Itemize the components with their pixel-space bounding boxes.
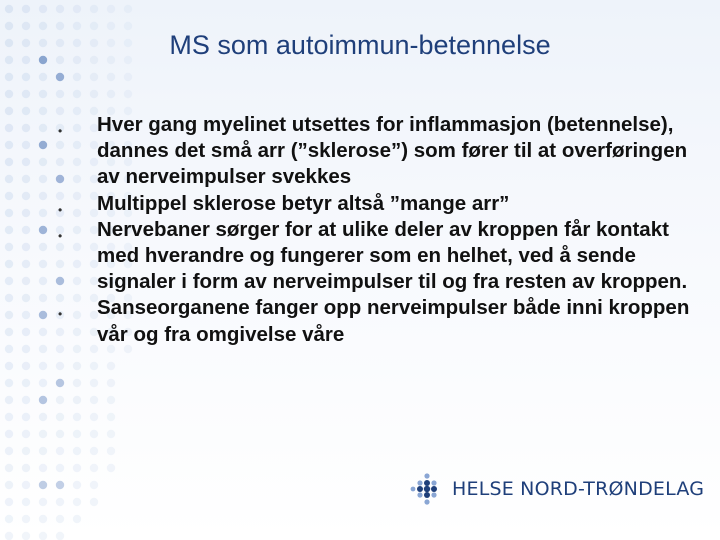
decorative-dot (90, 430, 98, 438)
decorative-dot (73, 481, 81, 489)
logo-text: HELSE NORD-TRØNDELAG (452, 478, 705, 500)
decorative-dot (5, 396, 13, 404)
bullet-marker: • (58, 228, 63, 243)
decorative-dot (73, 5, 81, 13)
decorative-dot (22, 345, 30, 353)
decorative-dot (90, 362, 98, 370)
decorative-dot (39, 90, 47, 98)
decorative-dot (56, 515, 64, 523)
decorative-dot (107, 73, 115, 81)
decorative-dot (39, 498, 47, 506)
decorative-dot (90, 396, 98, 404)
decorative-dot (73, 379, 81, 387)
decorative-dot (5, 447, 13, 455)
decorative-dot (5, 124, 13, 132)
decorative-dot (22, 107, 30, 115)
decorative-dot (22, 243, 30, 251)
decorative-dot (22, 413, 30, 421)
decorative-dot (5, 362, 13, 370)
decorative-dot (39, 362, 47, 370)
decorative-dot (5, 226, 13, 234)
decorative-dot (39, 515, 47, 523)
decorative-dot (22, 158, 30, 166)
decorative-dot (5, 430, 13, 438)
decorative-dot (5, 328, 13, 336)
decorative-dot (39, 481, 47, 489)
decorative-dot (107, 5, 115, 13)
decorative-dot (5, 345, 13, 353)
decorative-dot (73, 73, 81, 81)
decorative-dot (39, 430, 47, 438)
decorative-dot (124, 5, 132, 13)
decorative-dot (5, 379, 13, 387)
decorative-dot (22, 175, 30, 183)
decorative-dot (39, 209, 47, 217)
decorative-dot (5, 22, 13, 30)
decorative-dot (5, 73, 13, 81)
decorative-dot (22, 464, 30, 472)
decorative-dot (39, 107, 47, 115)
decorative-dot (39, 73, 47, 81)
decorative-dot (39, 345, 47, 353)
decorative-dot (56, 22, 64, 30)
decorative-dot (56, 5, 64, 13)
decorative-dot (107, 396, 115, 404)
decorative-dot (5, 90, 13, 98)
decorative-dot (22, 311, 30, 319)
decorative-dot (22, 124, 30, 132)
decorative-dot (5, 294, 13, 302)
decorative-dot (73, 413, 81, 421)
decorative-dot (73, 430, 81, 438)
decorative-dot (22, 294, 30, 302)
decorative-dot (56, 447, 64, 455)
decorative-dot (22, 141, 30, 149)
decorative-dot (5, 107, 13, 115)
decorative-dot (5, 413, 13, 421)
decorative-dot (39, 464, 47, 472)
decorative-dot (5, 175, 13, 183)
decorative-dot (22, 90, 30, 98)
decorative-dot (5, 5, 13, 13)
decorative-dot (107, 447, 115, 455)
decorative-dot (39, 226, 47, 234)
decorative-dot (56, 379, 64, 387)
bullet-text: Sanseorganene fanger opp nerveimpulser både inni kroppen vår og fra omgivelse våre (97, 296, 690, 346)
decorative-dot (22, 515, 30, 523)
slide-title: MS som autoimmun-betennelse (169, 30, 551, 60)
bullet-text: Multippel sklerose betyr altså ”mange arr” (97, 191, 510, 215)
decorative-dot (39, 277, 47, 285)
decorative-dot (39, 413, 47, 421)
decorative-dot (5, 498, 13, 506)
decorative-dot (22, 22, 30, 30)
decorative-dot (5, 464, 13, 472)
decorative-dot (39, 447, 47, 455)
bullet-text: Nervebaner sørger for at ulike deler av kroppen får kontakt med hverandre og fungerer som en helhet, ved å sende signaler i form av nerveimpulser til og fra resten av kroppen. (97, 217, 688, 294)
decorative-dot (22, 396, 30, 404)
bullet-item (56, 112, 696, 191)
decorative-dot (22, 481, 30, 489)
decorative-dot (22, 498, 30, 506)
decorative-dot (73, 447, 81, 455)
bullet-marker: • (58, 202, 63, 217)
decorative-dot (39, 158, 47, 166)
decorative-dot (56, 481, 64, 489)
decorative-dot (90, 447, 98, 455)
decorative-dot (5, 158, 13, 166)
decorative-dot (5, 515, 13, 523)
bullet-item (56, 191, 696, 217)
decorative-dot (107, 430, 115, 438)
decorative-dot (22, 260, 30, 268)
decorative-dot (107, 464, 115, 472)
decorative-dot (5, 192, 13, 200)
decorative-dot (22, 532, 30, 540)
decorative-dot (73, 22, 81, 30)
bullet-marker: • (58, 124, 63, 138)
decorative-dot (39, 192, 47, 200)
decorative-dot (107, 379, 115, 387)
decorative-dot (39, 260, 47, 268)
decorative-dot (90, 464, 98, 472)
decorative-dot (107, 90, 115, 98)
decorative-dot (39, 311, 47, 319)
decorative-dot (73, 498, 81, 506)
decorative-dot (22, 209, 30, 217)
decorative-dot (22, 379, 30, 387)
decorative-dot (56, 413, 64, 421)
decorative-dot (22, 447, 30, 455)
decorative-dot (5, 243, 13, 251)
decorative-dot (39, 124, 47, 132)
decorative-dot (39, 532, 47, 540)
decorative-dot (124, 90, 132, 98)
bullet-list (56, 112, 696, 348)
decorative-dot (22, 5, 30, 13)
decorative-dot (39, 175, 47, 183)
decorative-dot (124, 73, 132, 81)
decorative-dot (90, 90, 98, 98)
decorative-dot (39, 379, 47, 387)
decorative-dot (56, 396, 64, 404)
decorative-dot (56, 430, 64, 438)
decorative-dot (73, 464, 81, 472)
decorative-dot (90, 73, 98, 81)
decorative-dot (5, 141, 13, 149)
decorative-dot (73, 90, 81, 98)
bullet-text: Hver gang myelinet utsettes for inflammasjon (betennelse), dannes det små arr (”sklerose”) som fører til at overføringen av nerveimpulser svekkes (97, 113, 688, 189)
decorative-dot (107, 22, 115, 30)
decorative-dot (56, 73, 64, 81)
decorative-dot (90, 413, 98, 421)
decorative-dot (124, 22, 132, 30)
decorative-dot (107, 413, 115, 421)
decorative-dot (39, 141, 47, 149)
decorative-dot (90, 5, 98, 13)
decorative-dot (56, 464, 64, 472)
decorative-dot (90, 481, 98, 489)
decorative-dot (39, 5, 47, 13)
decorative-dot (39, 328, 47, 336)
decorative-dot (22, 277, 30, 285)
decorative-dot (73, 362, 81, 370)
decorative-dot (22, 73, 30, 81)
decorative-dot (90, 22, 98, 30)
decorative-dot (22, 430, 30, 438)
decorative-dot (56, 362, 64, 370)
decorative-dot (5, 260, 13, 268)
helse-nord-trondelag-logo (410, 472, 704, 506)
decorative-dot (73, 396, 81, 404)
decorative-dot (39, 243, 47, 251)
decorative-dot (73, 515, 81, 523)
decorative-dot (22, 192, 30, 200)
dots-cluster-icon (410, 472, 444, 506)
decorative-dot (5, 311, 13, 319)
decorative-dot (56, 90, 64, 98)
bullet-item (56, 217, 696, 296)
decorative-dot (5, 481, 13, 489)
decorative-dot (5, 209, 13, 217)
decorative-dot (39, 294, 47, 302)
decorative-dot (5, 532, 13, 540)
decorative-dot (90, 379, 98, 387)
decorative-dot (22, 226, 30, 234)
decorative-dot (56, 532, 64, 540)
decorative-dot (107, 362, 115, 370)
decorative-dot (5, 277, 13, 285)
bullet-item (56, 295, 696, 347)
decorative-dot (39, 22, 47, 30)
decorative-dot (22, 328, 30, 336)
bullet-marker: • (58, 307, 63, 322)
decorative-dot (90, 498, 98, 506)
decorative-dot (39, 396, 47, 404)
decorative-dot (56, 498, 64, 506)
decorative-dot (22, 362, 30, 370)
